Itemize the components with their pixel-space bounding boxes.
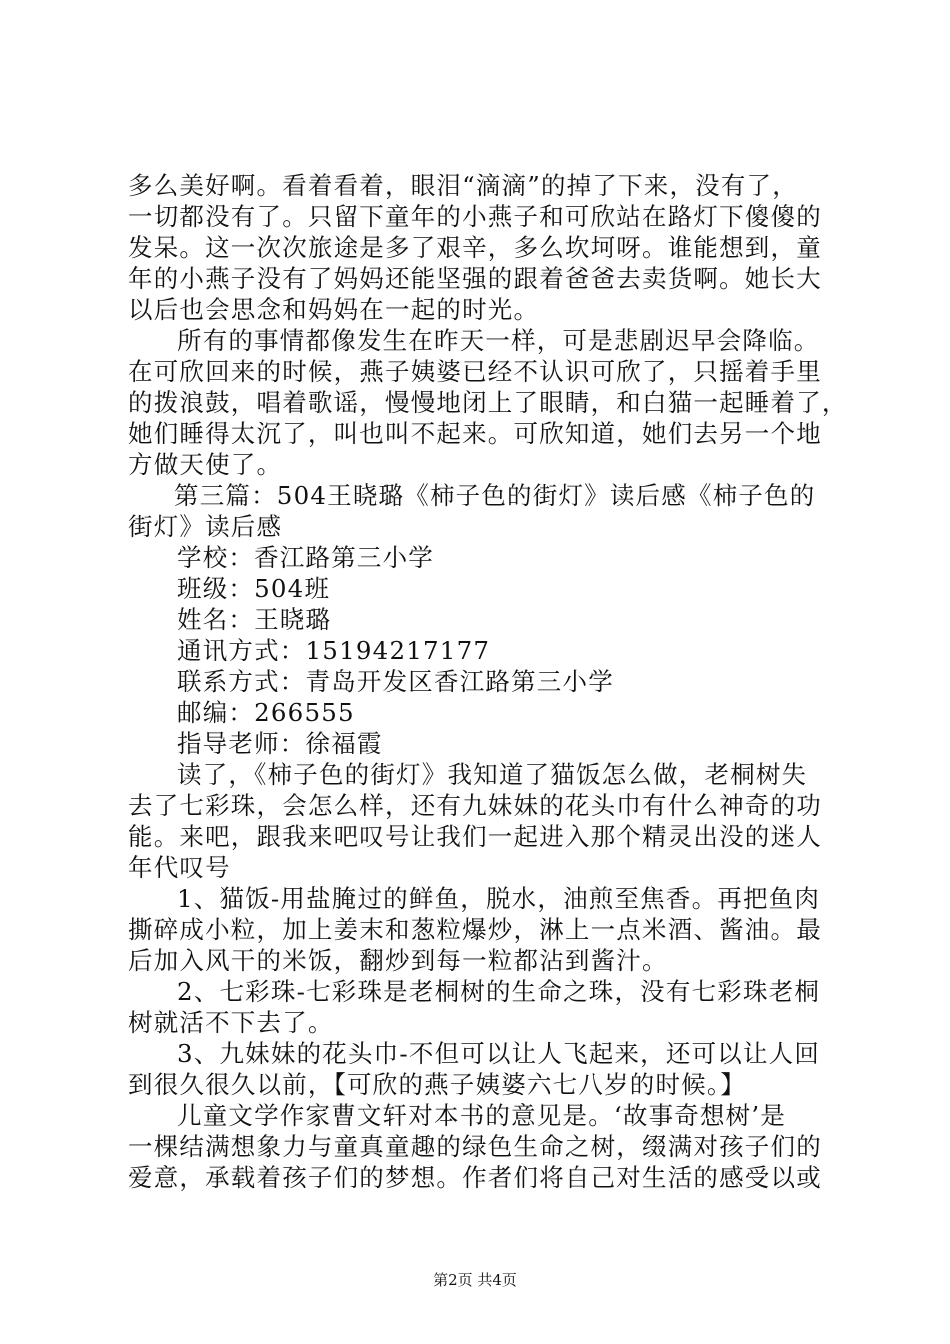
text-line: 撕碎成小粒，加上姜末和葱粒爆炒，淋上一点米酒、酱油。最	[128, 915, 822, 944]
text-line: 在可欣回来的时候，燕子姨婆已经不认识可欣了，只摇着手里	[128, 357, 822, 386]
text-line: 以后也会思念和妈妈在一起的时光。	[128, 295, 540, 324]
list-item: 3、九妹妹的花头巾-不但可以让人飞起来，还可以让人回	[177, 1039, 821, 1068]
name-line: 姓名：王晓璐	[177, 605, 332, 634]
text-line: 树就活不下去了。	[128, 1008, 334, 1037]
text-line: 后加入风干的米饭，翻炒到每一粒都沾到酱汁。	[128, 946, 668, 975]
text-line: 方做天使了。	[128, 450, 283, 479]
text-line: 多么美好啊。看着看着，眼泪“滴滴”的掉了下来，没有了，	[128, 171, 798, 200]
section-heading-cont: 街灯》读后感	[128, 512, 283, 541]
page-footer: 第2页 共4页	[433, 1271, 517, 1289]
text-line: 所有的事情都像发生在昨天一样，可是悲剧迟早会降临。	[177, 326, 820, 355]
text-line: 她们睡得太沉了，叫也叫不起来。可欣知道，她们去另一个地	[128, 419, 822, 448]
contact-line: 联系方式：青岛开发区香江路第三小学	[177, 667, 614, 696]
text-line: 年代叹号	[128, 853, 231, 882]
school-line: 学校：香江路第三小学	[177, 543, 434, 572]
text-line: 一棵结满想象力与童真童趣的绿色生命之树，缀满对孩子们的	[128, 1132, 822, 1161]
text-line: 到很久很久以前，【可欣的燕子姨婆六七八岁的时候。】	[128, 1070, 746, 1099]
text-line: 读了，《柿子色的街灯》我知道了猫饭怎么做，老桐树失	[177, 760, 808, 789]
text-line: 发呆。这一次次旅途是多了艰辛，多么坎坷呀。谁能想到，童	[128, 233, 822, 262]
postcode-line: 邮编：266555	[177, 698, 355, 727]
body-text	[128, 170, 848, 1193]
list-item: 2、七彩珠-七彩珠是老桐树的生命之珠，没有七彩珠老桐	[177, 977, 821, 1006]
text-line: 年的小燕子没有了妈妈还能坚强的跟着爸爸去卖货啊。她长大	[128, 264, 822, 293]
text-line: 去了七彩珠，会怎么样，还有九妹妹的花头巾有什么神奇的功	[128, 791, 822, 820]
section-heading: 第三篇：504王晓璐《柿子色的街灯》读后感《柿子色的	[174, 481, 816, 510]
text-line: 爱意，承载着孩子们的梦想。作者们将自己对生活的感受以或	[128, 1163, 822, 1192]
text-line: 的拨浪鼓，唱着歌谣，慢慢地闭上了眼睛，和白猫一起睡着了，	[128, 388, 848, 417]
text-line: 儿童文学作家曹文轩对本书的意见是。‘故事奇想树’是	[177, 1101, 787, 1130]
text-line: 能。来吧，跟我来吧叹号让我们一起进入那个精灵出没的迷人	[128, 822, 822, 851]
text-line: 一切都没有了。只留下童年的小燕子和可欣站在路灯下傻傻的	[128, 202, 822, 231]
teacher-line: 指导老师：徐福霞	[177, 729, 383, 758]
phone-line: 通讯方式：15194217177	[177, 636, 491, 665]
class-line: 班级：504班	[177, 574, 331, 603]
list-item: 1、猫饭-用盐腌过的鲜鱼，脱水，油煎至焦香。再把鱼肉	[177, 884, 821, 913]
